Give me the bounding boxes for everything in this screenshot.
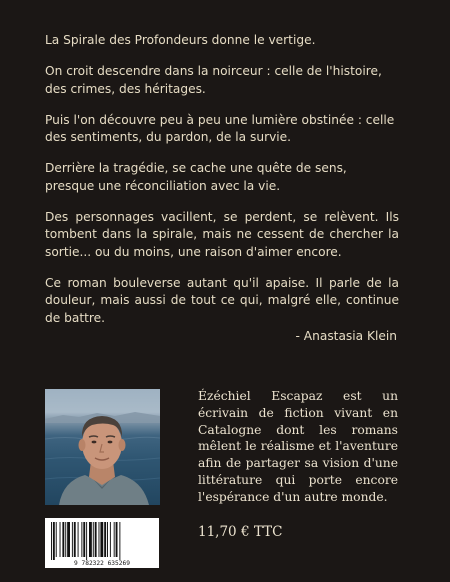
blurb-paragraph-5: Des personnages vacillent, se perdent, se relèvent. Ils tombent dans la spirale, mais ne cessent de chercher la sortie... ou du moins, une raison d'aimer encore.	[45, 210, 399, 259]
barcode-bar	[56, 522, 57, 557]
barcode-bar	[74, 522, 76, 557]
barcode-bar	[89, 522, 92, 557]
author-bio: Ézéchiel Escapaz est un écrivain de fiction vivant en Catalogne dont les romans mêlent le réalisme et l'aventure afin de partager sa vision d'une littérature qui porte encore l'espérance d'un autre monde.	[198, 389, 398, 504]
back-cover-blurb	[45, 32, 399, 341]
barcode-bar	[114, 522, 115, 557]
barcode-graphic	[45, 518, 159, 568]
author-portrait-illustration	[45, 389, 160, 505]
barcode-bar	[110, 522, 111, 557]
barcode-bar	[60, 522, 61, 557]
barcode-bar	[86, 522, 87, 560]
barcode-bar	[62, 522, 64, 557]
barcode-bar	[83, 522, 85, 557]
barcode-bar	[67, 522, 70, 557]
barcode-digits: 9 782322 635269	[74, 560, 130, 567]
barcode-bar	[78, 522, 79, 557]
price: 11,70 € TTC	[198, 524, 283, 540]
blurb-paragraph-6: Ce roman bouleverse autant qu'il apaise. Il parle de la douleur, mais aussi de tout ce qui, malgré elle, continue de battre.	[45, 275, 399, 325]
isbn-barcode	[45, 518, 159, 568]
blurb-signature: - Anastasia Klein	[295, 329, 397, 343]
barcode-bar	[116, 522, 118, 557]
barcode-bar	[93, 522, 94, 557]
blurb-paragraph-1: La Spirale des Profondeurs donne le vertige.	[45, 33, 316, 47]
author-photo	[45, 389, 160, 505]
barcode-bar	[81, 522, 82, 557]
barcode-bar	[95, 522, 97, 557]
barcode-bar	[51, 522, 52, 560]
blurb-paragraph-4: Derrière la tragédie, se cache une quête de sens, presque une réconciliation avec la vie.	[45, 161, 347, 193]
barcode-bar	[72, 522, 73, 557]
barcode-bar	[99, 522, 100, 557]
barcode-bar	[119, 522, 120, 560]
blurb-paragraph-3: Puis l'on découvre peu à peu une lumière obstinée : celle des sentiments, du pardon, de la survie.	[45, 112, 395, 145]
barcode-bar	[53, 522, 55, 560]
barcode-bar	[65, 522, 66, 557]
blurb-paragraph-2: On croit descendre dans la noirceur : celle de l'histoire, des crimes, des héritages.	[45, 64, 382, 96]
barcode-bar	[100, 522, 103, 557]
barcode-bar	[104, 522, 106, 557]
barcode-bar	[107, 522, 108, 557]
